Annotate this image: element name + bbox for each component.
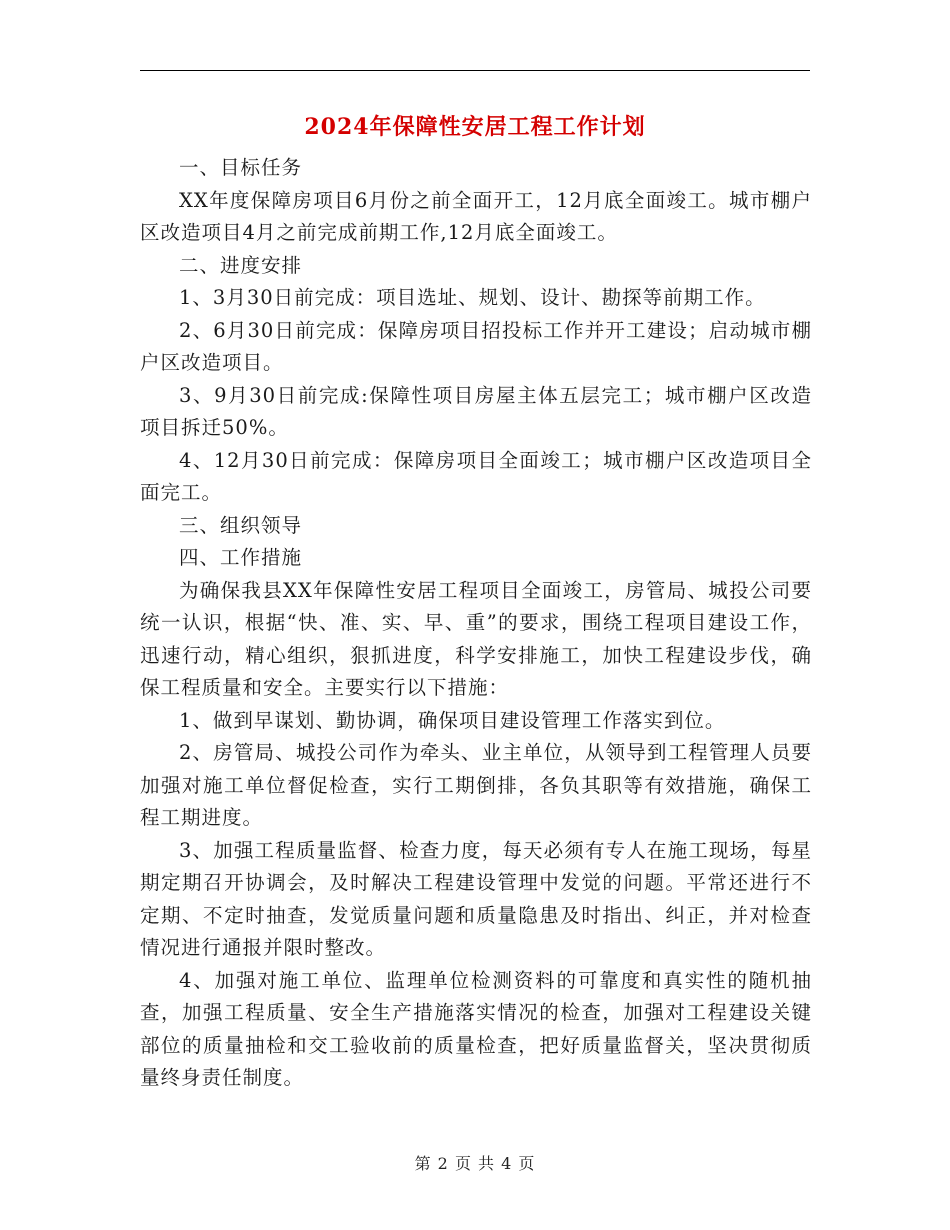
measure-item-4: 4、加强对施工单位、监理单位检测资料的可靠度和真实性的随机抽查，加强工程质量、安全生产措施落实情况的检查，加强对工程建设关键部位的质量抽检和交工验收前的质量检查，把好质量监督关，坚决贯彻质量终身责任制度。 (140, 968, 812, 1089)
schedule-item-3: 3、9月30日前完成:保障性项目房屋主体五层完工；城市棚户区改造项目拆迁50%。 (140, 383, 812, 439)
measure-item-3: 3、加强工程质量监督、检查力度，每天必须有专人在施工现场，每星期定期召开协调会，及时解决工程建设管理中发觉的问题。平常还进行不定期、不定时抽查，发觉质量问题和质量隐患及时指出、纠正，并对检查情况进行通报并限时整改。 (140, 838, 812, 959)
paragraph-measures-intro: 为确保我县XX年保障性安居工程项目全面竣工，房管局、城投公司要统一认识，根据“快、准、实、早、重”的要求，围绕工程项目建设工作，迅速行动，精心组织，狠抓进度，科学安排施工，加快工程建设步伐，确保工程质量和安全。主要实行以下措施： (140, 578, 812, 699)
header-rule (140, 70, 810, 71)
schedule-item-4: 4、12月30日前完成：保障房项目全面竣工；城市棚户区改造项目全面完工。 (140, 448, 812, 504)
measure-item-1: 1、做到早谋划、勤协调，确保项目建设管理工作落实到位。 (179, 708, 726, 732)
paragraph-goals: XX年度保障房项目6月份之前全面开工，12月底全面竣工。城市棚户区改造项目4月之前完成前期工作,12月底全面竣工。 (140, 188, 812, 244)
section-heading-leadership: 三、组织领导 (179, 513, 303, 537)
measure-item-2: 2、房管局、城投公司作为牵头、业主单位，从领导到工程管理人员要加强对施工单位督促检查，实行工期倒排，各负其职等有效措施，确保工程工期进度。 (140, 741, 812, 829)
section-heading-goals: 一、目标任务 (179, 156, 303, 179)
schedule-item-2: 2、6月30日前完成：保障房项目招投标工作并开工建设；启动城市棚户区改造项目。 (140, 318, 812, 374)
page-number: 第 2 页 共 4 页 (414, 1154, 536, 1173)
section-heading-measures: 四、工作措施 (179, 546, 303, 569)
document-title: 2024年保障性安居工程工作计划 (304, 114, 646, 140)
schedule-item-1: 1、3月30日前完成：项目选址、规划、设计、勘探等前期工作。 (179, 286, 766, 309)
section-heading-schedule: 二、进度安排 (179, 253, 303, 277)
document-body (140, 152, 812, 1095)
